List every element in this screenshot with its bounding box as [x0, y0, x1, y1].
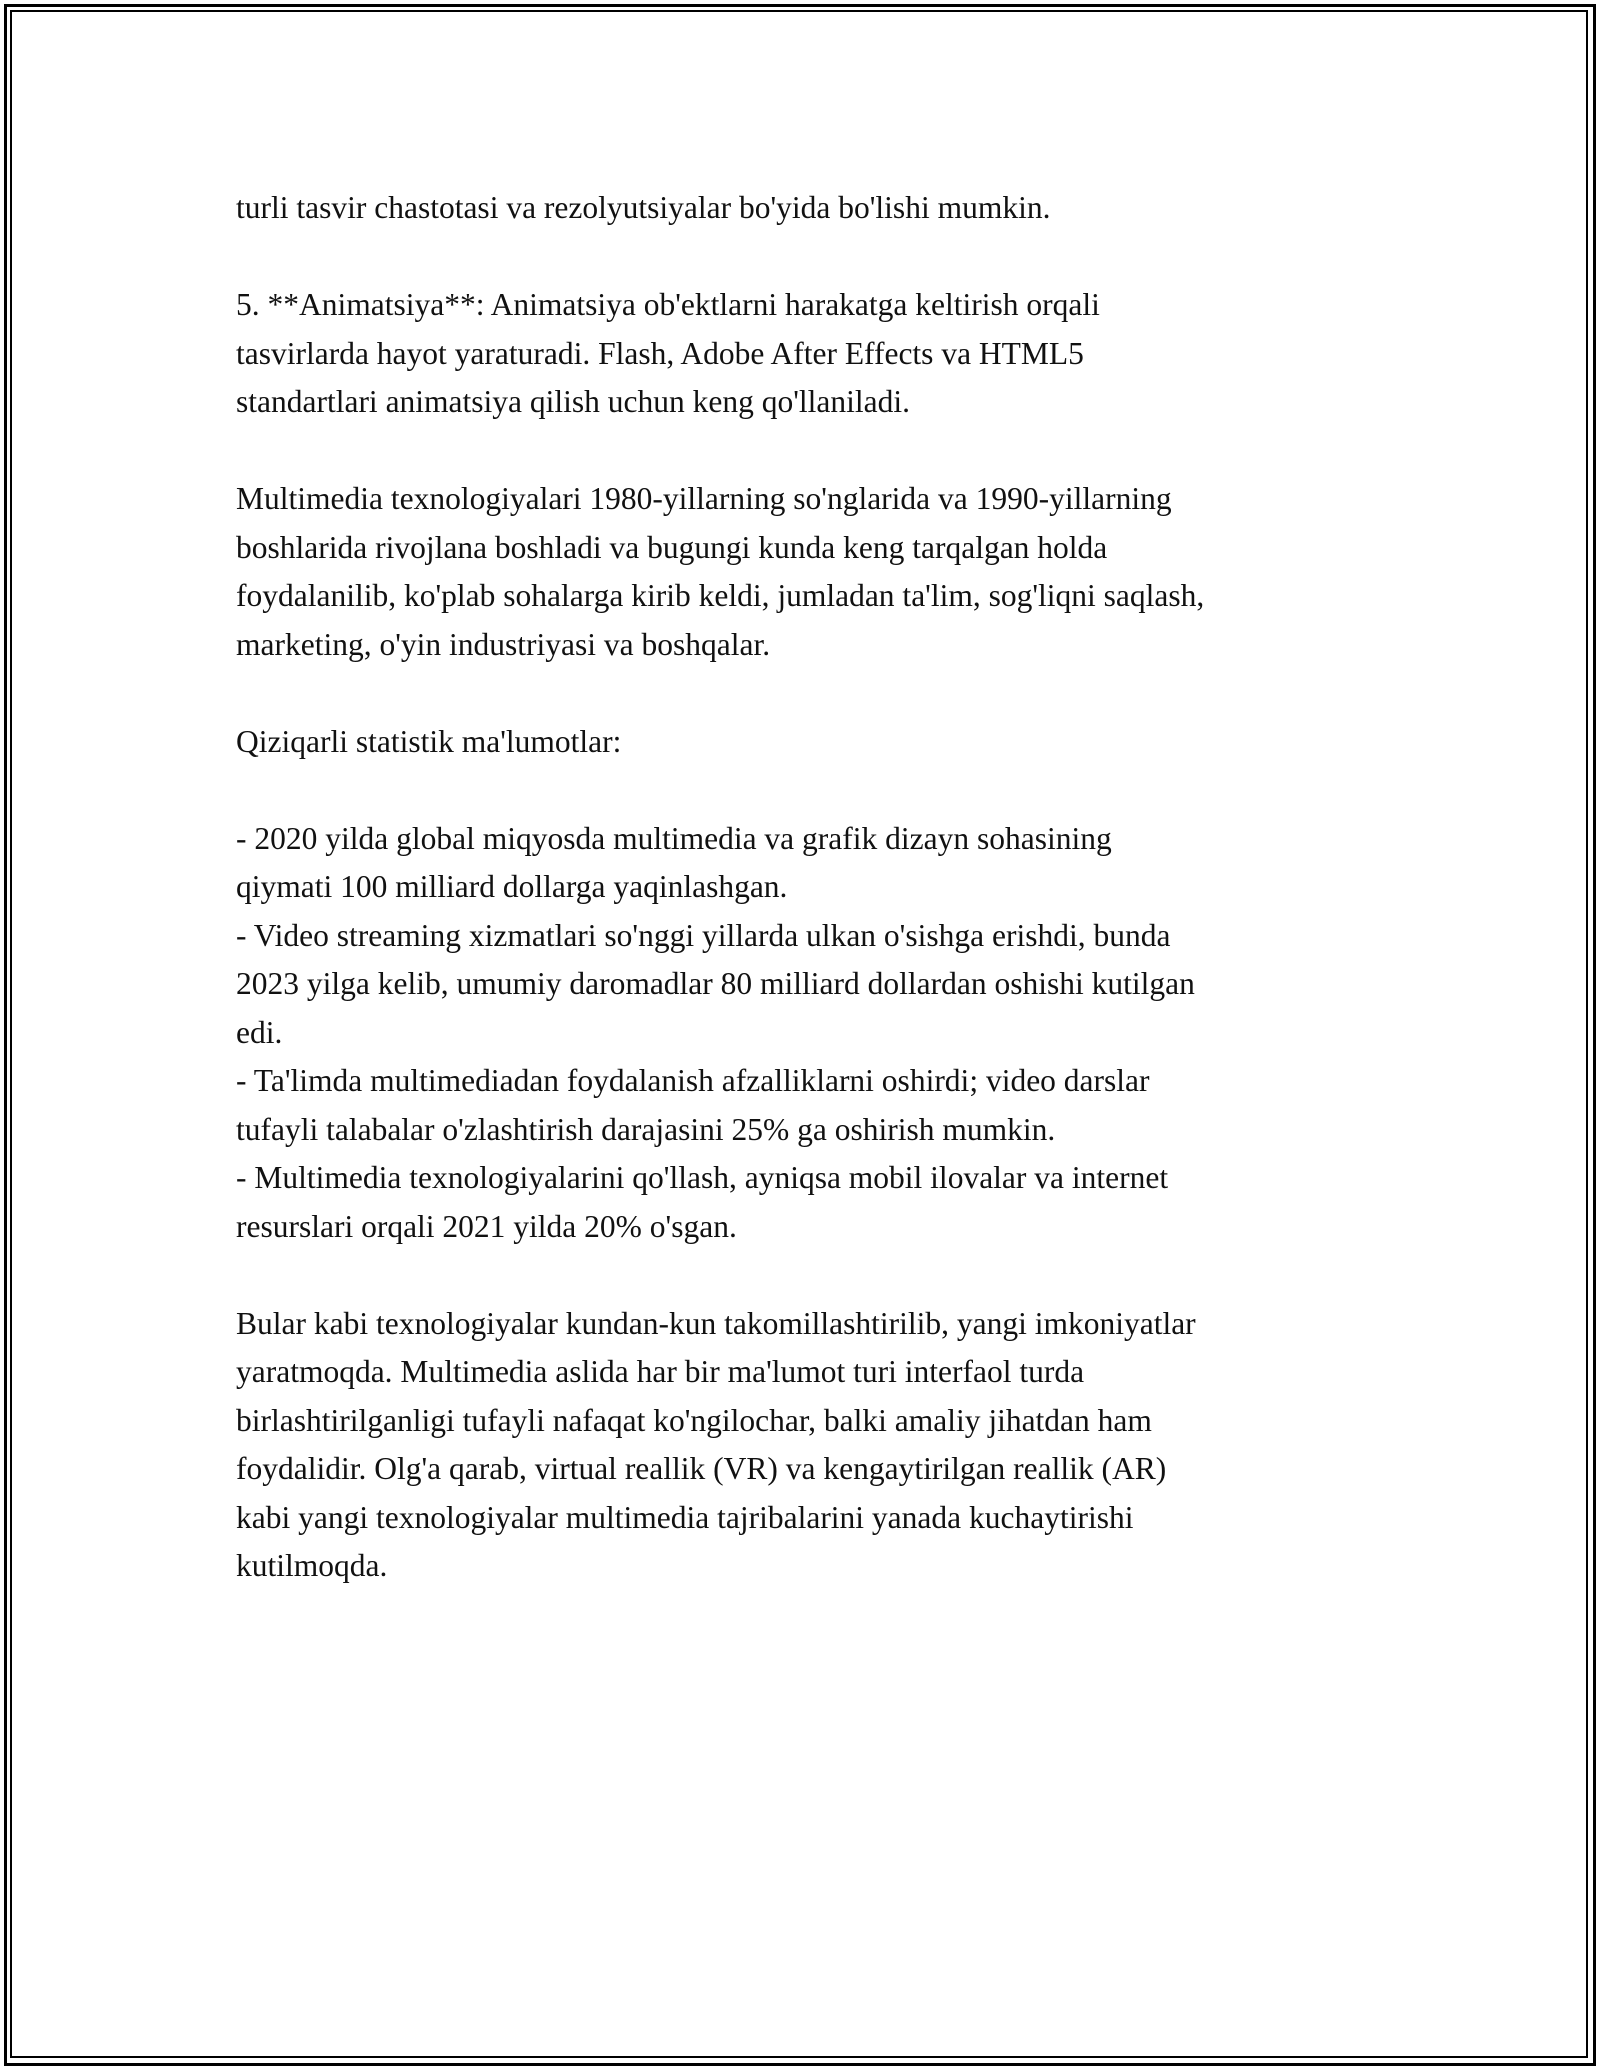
text-line: Bular kabi texnologiyalar kundan-kun takomillashtirilib, yangi imkoniyatlar	[236, 1305, 1196, 1341]
paragraph-statistics-heading	[236, 718, 1376, 767]
text-line: marketing, o'yin industriyasi va boshqalar.	[236, 626, 771, 662]
text-line: boshlarida rivojlana boshladi va bugungi kunda keng tarqalgan holda	[236, 529, 1108, 565]
paragraph-gap	[236, 427, 1376, 476]
text-line: edi.	[236, 1014, 283, 1050]
paragraph-intro-continuation	[236, 184, 1376, 233]
text-line: tufayli talabalar o'zlashtirish darajasini 25% ga oshirish mumkin.	[236, 1111, 1056, 1147]
text-line: tasvirlarda hayot yaraturadi. Flash, Adobe After Effects va HTML5	[236, 335, 1084, 371]
text-line: yaratmoqda. Multimedia aslida har bir ma'lumot turi interfaol turda	[236, 1354, 1085, 1389]
text-line: - 2020 yilda global miqyosda multimedia va grafik dizayn sohasining	[236, 820, 1112, 856]
text-line: - Multimedia texnologiyalarini qo'llash, ayniqsa mobil ilovalar va internet	[236, 1160, 1169, 1195]
paragraph-gap	[236, 669, 1376, 718]
text-line: turli tasvir chastotasi va rezolyutsiyalar bo'yida bo'lishi mumkin.	[236, 190, 1051, 225]
paragraph-history	[236, 475, 1376, 669]
text-line: 2023 yilga kelib, umumiy daromadlar 80 milliard dollardan oshishi kutilgan	[236, 966, 1195, 1001]
text-line: kabi yangi texnologiyalar multimedia tajribalarini yanada kuchaytirishi	[236, 1499, 1134, 1535]
text-line: 5. **Animatsiya**: Animatsiya ob'ektlarni harakatga keltirish orqali	[236, 287, 1100, 322]
text-line: Multimedia texnologiyalari 1980-yillarning so'nglarida va 1990-yillarning	[236, 481, 1172, 516]
paragraph-statistics-list	[236, 815, 1376, 1252]
text-line: foydalidir. Olg'a qarab, virtual reallik (VR) va kengaytirilgan reallik (AR)	[236, 1451, 1167, 1486]
paragraph-gap	[236, 766, 1376, 815]
text-line: standartlari animatsiya qilish uchun keng qo'llaniladi.	[236, 384, 911, 419]
text-line: kutilmoqda.	[236, 1548, 388, 1583]
paragraph-animation	[236, 281, 1376, 427]
text-line: - Video streaming xizmatlari so'nggi yillarda ulkan o'sishga erishdi, bunda	[236, 917, 1171, 953]
text-line: resurslari orqali 2021 yilda 20% o'sgan.	[236, 1208, 737, 1244]
paragraph-gap	[236, 1251, 1376, 1300]
document-body	[236, 184, 1376, 1591]
text-line: Qiziqarli statistik ma'lumotlar:	[236, 723, 622, 759]
paragraph-gap	[236, 233, 1376, 282]
text-line: - Ta'limda multimediadan foydalanish afzalliklarni oshirdi; video darslar	[236, 1063, 1150, 1098]
text-line: birlashtirilganligi tufayli nafaqat ko'ngilochar, balki amaliy jihatdan ham	[236, 1402, 1152, 1438]
text-line: foydalanilib, ko'plab sohalarga kirib keldi, jumladan ta'lim, sog'liqni saqlash,	[236, 578, 1205, 613]
paragraph-conclusion	[236, 1300, 1376, 1591]
text-line: qiymati 100 milliard dollarga yaqinlashgan.	[236, 869, 788, 904]
